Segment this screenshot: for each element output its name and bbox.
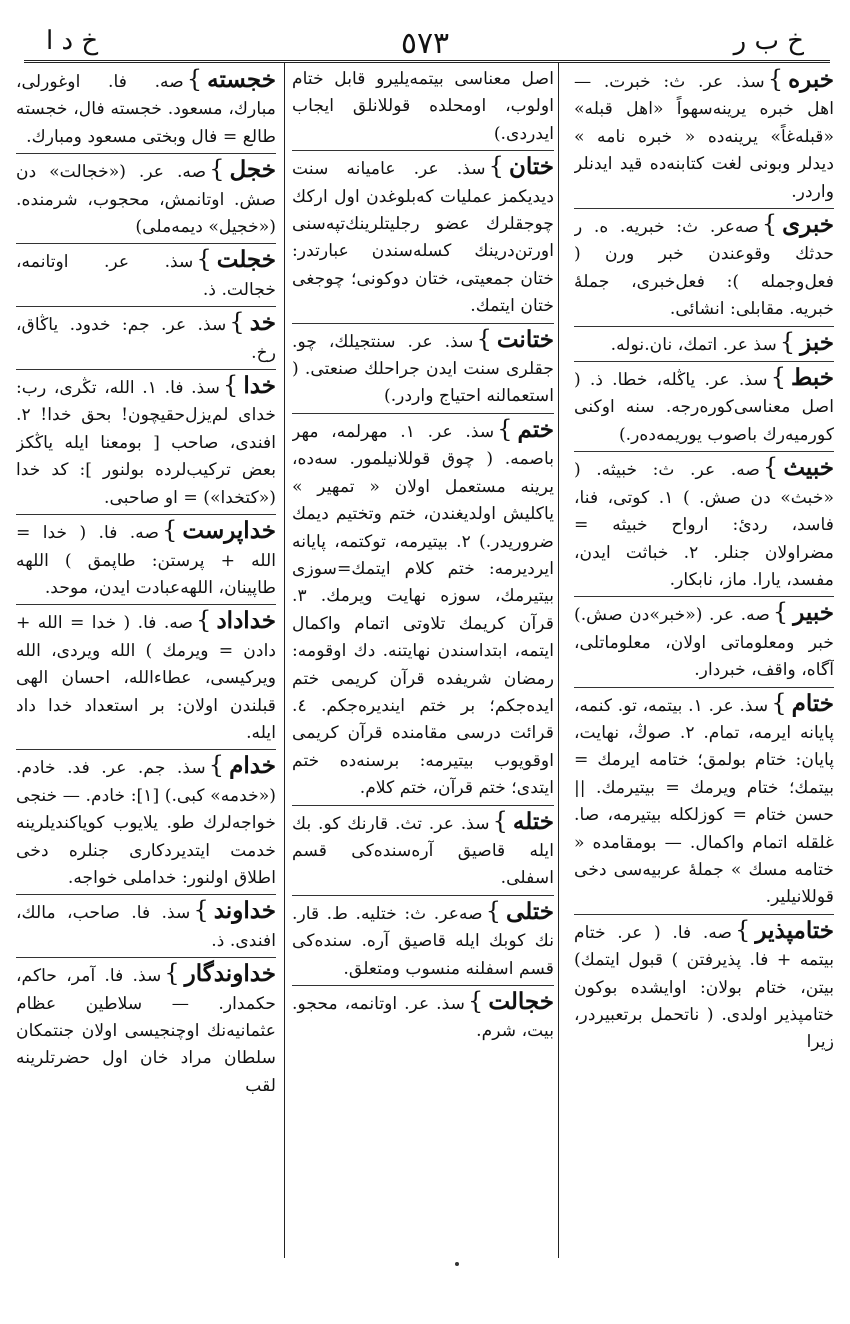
entry-headword: خجسته [207,66,276,93]
entry-headword: خبز [800,328,834,356]
dictionary-entry [292,413,554,803]
footer-dot [455,1262,459,1266]
entry-definition: صه. عر. ث: خبيثه. ( «خبث» دن صش. ) ١. كوتى، فنا، فاسد، ردئ: ارواح خبيثه = مضراولان جنلر. ٢. خباثت ايدن، مفسد، يارا. ماز، نابكار. [574,460,834,590]
entry-brace: } [186,66,203,93]
header-letters-left: خ د ا [46,26,99,56]
entry-brace: } [162,516,178,545]
entry-definition: سذ. عر. ١. بيتمه، تو. كنمه، پايانه ايرمه، تمام. ٢. صوڭ، نهايت، پايان: ختام بولمق؛ ختامه ايرمك = بيتمك؛ ختام ويرمك = بيتيرمك. || حسن ختام = كوزلكله بيتيرمه، صا. غلقله اتمام واكمال. — بومقامده « ختامه مسك » جملهٔ عربيه‌سى دخى قوللانيلير. [574,695,834,908]
entry-headword: ختلى [506,897,554,925]
dictionary-entry [574,596,834,684]
entry-headword: خبير [793,599,834,627]
entry-headword: خد [249,309,276,337]
entry-definition: سذ. فا. ١. الله، تڭرى، رب: خداى لم‌يزل‌حقيچون! بحق خدا! ٢. افندى، صاحب [ بومعنا ايله ياڭكز بعض تركيب‌لرده بولنور ]: كد خدا («كتخدا») = او صاحبى. [16,378,276,508]
dictionary-entry [574,208,834,324]
dictionary-entry [574,687,834,912]
entry-definition: سذ. فا. صاحب، مالك، افندى. ذ. [16,903,276,951]
entry-definition: سذ. عر. سنتجيلك، چو. جقلرى سنت ايدن جراحلك صنعتى. ( استعمالنه احتياج واردر.) [292,331,554,407]
entry-brace: } [193,896,209,925]
entry-definition: سذ. عر. اوتانمه، خجالت. ذ. [16,252,276,300]
dictionary-entry [292,805,554,893]
entry-definition: سذ. عر. ١. مهرلمه، مهر باصمه. ( چوق قوللانيلمور. سه‌ده، يرينه مستعمل اولان « تمهير » ياكليش اولديغندن، ختم وتختيم ديمك ضروريدر.) ٢. بيتيرمه، توكتمه، پايانه ايرديرمه: ختم كلام ايتمك=سوزى بيتيرمك، سوزه نهايت ويرمك. ٣. قرآن كريمك تلاوتى اتمام واكمال ايتمه، ابتداسندن نهايتنه. دك اوقومه: رمضان شريفده قرآن كريمى ختم ايده‌جكم؛ بر ختم اينديره‌جكم. ٤. قرائت درسى مقامنده قرآن كريمى اوقويوب بيتيرمه: برسنه‌ده ختم ايتدى؛ ختم قرآن، ختم كلام. [292,421,554,799]
column-divider-right [558,62,559,1258]
entry-headword: خبط [791,364,834,392]
entry-brace: } [767,66,784,93]
dictionary-entry [574,361,834,449]
entry-headword: خجلت [216,246,276,274]
dictionary-entry [292,895,554,983]
header-letters-right: خ ب ر [733,26,804,56]
entry-definition: اصل معناسى بيتمه‌يليرو قابل ختام اولوب، اومحلده قوللانلق ايجاب ايدردى.) [292,69,554,144]
entry-brace: } [164,959,180,988]
dictionary-entry [16,749,276,892]
entry-headword: خبيث [783,454,834,482]
dictionary-entry [16,369,276,512]
entry-brace: } [735,915,751,944]
entry-definition: سذ. عر. جم: خدود. ياڭاق، رخ. [16,315,276,363]
header-rule [24,60,830,63]
dictionary-entry [16,243,276,304]
dictionary-entry [574,914,834,1057]
entry-headword: خداوند [213,897,276,925]
entry-brace: } [196,245,212,274]
column-left [16,66,276,1254]
entry-headword: خداپرست [182,517,276,545]
dictionary-entry [292,150,554,320]
entry-brace: } [771,688,787,717]
dictionary-entry [574,66,834,206]
entry-definition: سذ. عر. اوتانمه، محجو. بيت، شرم. [292,994,554,1042]
column-right [574,66,834,1254]
entry-definition: صه. فا. ( خدا = الله + دادن = ويرمك ) الله ويردى، الله ويركيسى، عطاءالله، احسان الهى قبلندن اولان: بر استعداد خدا داد ايله. [16,613,276,743]
page-header [28,18,822,61]
dictionary-entry [16,306,276,367]
entry-definition: سذ عر. اتمك، نان.نوله. [610,334,777,355]
entry-brace: } [229,308,245,337]
entry-definition: سذ. عر. ياڭله، خطا. ذ. ( اصل معناسى‌كوره‌رجه. سنه اوكنى كورميه‌رك باصوب يوريمه‌ده‌ر.) [574,370,834,445]
entry-brace: } [208,751,225,780]
entry-definition: صه. فا. ( عر. ختام بيتمه + فا. پذيرفتن ) قبول ايتمك) بيتن، ختام بولان: اوايشده بوكون ختامپذير اولدى. ( ناتحمل برتعبيردر، زيرا [574,922,834,1053]
entry-brace: } [468,987,484,1015]
dictionary-entry [292,66,554,148]
entry-headword: خدا [243,372,276,400]
entry-brace: } [772,598,789,627]
dictionary-entry [16,153,276,241]
dictionary-entry [16,604,276,747]
entry-definition: صه‌عر. ث: ختليه. ط. قار. نك كوبك ايله قاصيق آره. سنده‌كى قسم اسفلنه منسوب ومتعلق. [292,903,554,979]
entry-headword: خبری [782,211,834,239]
entry-headword: ختامپذير [755,916,834,944]
dictionary-entry [16,894,276,955]
entry-headword: ختله [512,807,554,835]
entry-brace: } [223,371,239,400]
entry-brace: } [770,363,786,392]
entry-headword: خبره [788,66,834,93]
entry-definition: سذ. عر. ث: خبرت. — اهل خبره يرينه‌سهواً «اهل قبله» «قبله‌غاً» يرينه‌ده « خبره نامه » ديدلر وبونى لغت كتابنه‌ده قيد ايدنلر واردر. [574,72,834,202]
entry-definition: سذ. جم. عر. فد. خادم. («خدمه» كبى.) [١]: خادم. — خنجى خواجه‌لرك طو. يلايوب كوياكنديلرينه خدمت ايتديردكارى جنلره دخى اطلاق اولنور: خداملى خواجه. [16,758,276,888]
column-middle [292,66,554,1254]
column-divider-left [284,62,285,1258]
entry-brace: } [779,327,796,356]
entry-definition: صه‌عر. ث: خبريه. ه. ر حدثك وقوعندن خبر ورن ( فعل‌وجمله ): فعل‌خبرى، جملهٔ خبريه. مقابلى: انشائى. [574,217,834,320]
entry-definition: صه. فا. اوغورلى، مبارك، مسعود. خجسته فال، خجسته طالع = فال وبختى مسعود ومبارك. [16,72,276,147]
entry-brace: } [488,152,504,181]
dictionary-entry [16,514,276,602]
entry-headword: خجل [229,156,276,184]
entry-headword: خجالت [488,988,554,1015]
dictionary-entry [574,326,834,359]
dictionary-entry [292,985,554,1046]
entry-headword: خدام [229,752,276,780]
dictionary-entry [16,957,276,1100]
dictionary-entry [574,451,834,594]
entry-headword: ختانت [496,325,554,353]
entry-brace: } [485,896,502,925]
entry-definition: سذ. عر. تث. قارنك كو. بك ايله قاصيق آره‌سنده‌كى قسم اسفلى. [292,813,554,889]
page-number: ٥٧٣ [400,26,450,61]
entry-brace: } [492,806,508,835]
entry-headword: خداداد [216,607,276,635]
entry-headword: ختام [791,689,834,717]
dictionary-entry [292,323,554,411]
entry-definition: سذ. فا. آمر، حاكم، حكمدار. — سلاطين عظام عثمانيه‌نك اوچنجيسى اولان جنتمكان سلطان مراد خان اول حضرتلرينه لقب [16,966,276,1096]
dictionary-entry [16,66,276,151]
entry-headword: ختان [508,153,554,181]
entry-brace: } [497,414,513,443]
entry-definition: سذ. عر. عاميانه سنت ديديكمز عمليات كه‌بلوغدن اول اركك چوجقلرك عضو رجليتلرينك‌تپه‌سنى اورتن‌درينك كسله‌سندن عبارتدر: ختان جمعيتى، ختان دوكونى؛ چوجغى ختان ايتمك. [292,159,554,317]
entry-definition: صه. عر. («خجالت» دن صش. اوتانمش، محجوب، شرمنده. («خجيل» ديمه‌ملى) [16,162,276,238]
entry-definition: صه. عر. («خبر»دن صش.) خبر ومعلوماتى اولان، معلوماتلى، آگاه، واقف، خبردار. [574,605,834,681]
entry-brace: } [209,155,225,184]
entry-brace: } [761,210,778,239]
entry-headword: ختم [517,415,554,443]
entry-brace: } [476,324,492,353]
entry-brace: } [196,606,212,635]
entry-definition: صه. فا. ( خدا = الله + پرستن: طاپمق ) اللهه طاپينان، اللهه‌عبادت ايدن، موحد. [16,523,276,598]
entry-headword: خداوندگار [184,960,276,988]
entry-brace: } [763,453,779,482]
